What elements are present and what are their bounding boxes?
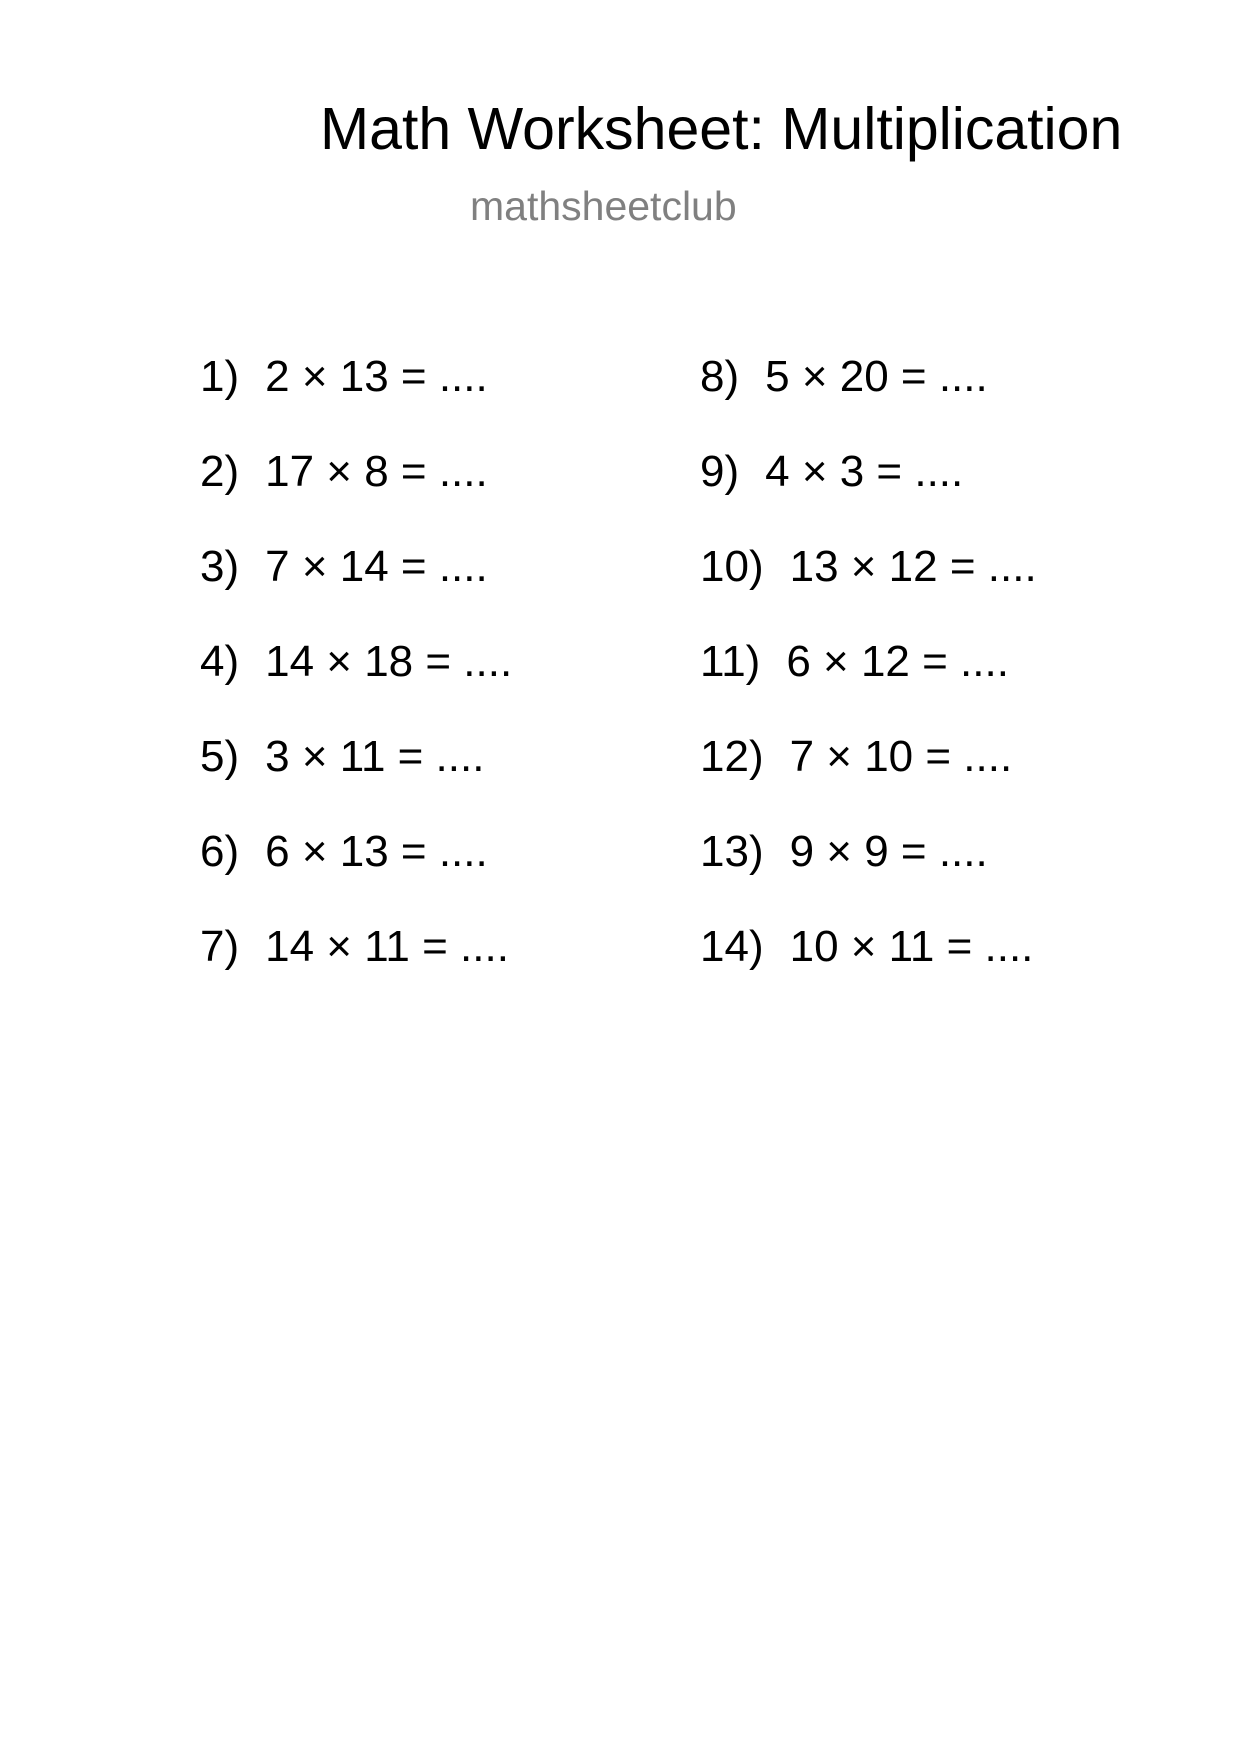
page-title: Math Worksheet: Multiplication <box>320 96 1123 162</box>
problem-column-left <box>200 352 513 1020</box>
problem-expression: 2 × 13 = .... <box>265 352 488 401</box>
problem-item <box>700 447 1037 545</box>
problem-expression: 9 × 9 = .... <box>789 827 988 876</box>
problem-item <box>700 542 1037 640</box>
problem-item <box>200 827 512 925</box>
problem-number: 3) <box>200 542 240 591</box>
problem-item <box>200 542 512 640</box>
page-subtitle: mathsheetclub <box>470 183 737 229</box>
problem-expression: 5 × 20 = .... <box>765 352 988 401</box>
problem-expression: 4 × 3 = .... <box>765 447 964 496</box>
problem-expression: 6 × 13 = .... <box>265 827 488 876</box>
problem-number: 12) <box>700 732 764 781</box>
problem-number: 13) <box>700 827 764 876</box>
problem-item <box>200 637 513 735</box>
problem-item <box>700 732 1037 830</box>
problem-number: 10) <box>700 542 764 591</box>
problem-number: 2) <box>200 447 240 496</box>
problem-number: 11) <box>700 637 761 686</box>
problem-expression: 7 × 10 = .... <box>789 732 1013 781</box>
problem-item <box>200 352 512 450</box>
problem-item <box>200 922 512 1020</box>
problem-expression: 14 × 18 = .... <box>265 637 513 686</box>
problem-expression: 14 × 11 = .... <box>265 922 509 971</box>
problem-item <box>200 447 512 545</box>
problem-number: 8) <box>700 352 740 401</box>
problem-number: 7) <box>200 922 240 971</box>
problem-item <box>700 827 1037 925</box>
problem-number: 4) <box>200 637 240 686</box>
problem-column-right <box>700 352 1037 1020</box>
problem-item <box>700 352 1037 450</box>
problem-item <box>200 732 512 830</box>
problem-item <box>700 637 1037 735</box>
problem-number: 6) <box>200 827 240 876</box>
problem-expression: 13 × 12 = .... <box>789 542 1037 591</box>
problem-expression: 7 × 14 = .... <box>265 542 488 591</box>
problem-item <box>700 922 1037 1020</box>
problem-expression: 17 × 8 = .... <box>265 447 488 496</box>
problem-number: 1) <box>200 352 240 401</box>
problem-number: 5) <box>200 732 240 781</box>
problem-number: 9) <box>700 447 740 496</box>
problem-number: 14) <box>700 922 764 971</box>
problem-expression: 3 × 11 = .... <box>265 732 485 781</box>
problem-expression: 10 × 11 = .... <box>789 922 1034 971</box>
problem-expression: 6 × 12 = .... <box>786 637 1009 686</box>
